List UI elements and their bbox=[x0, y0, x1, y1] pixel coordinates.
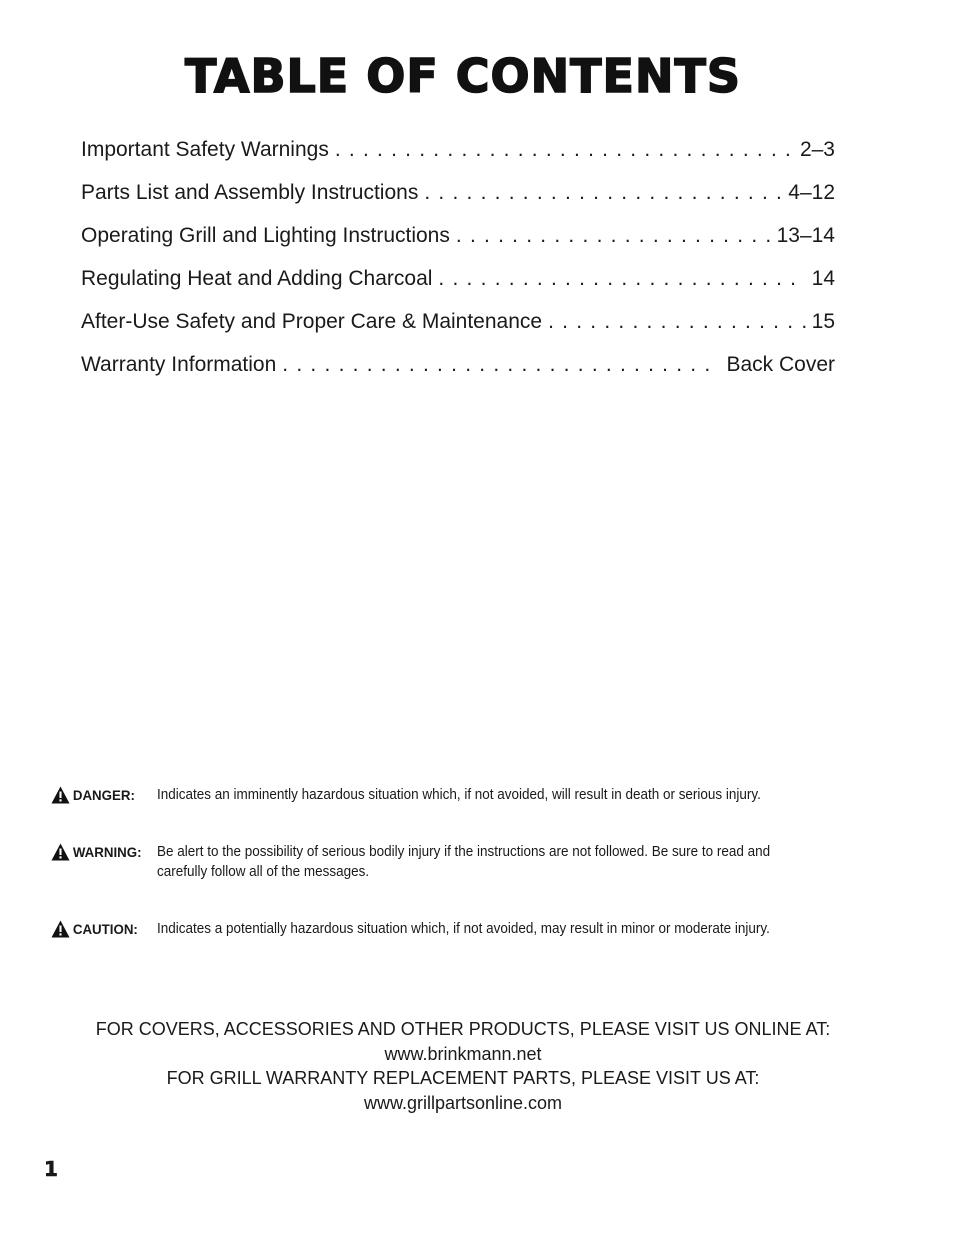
warning-triangle-icon bbox=[51, 843, 70, 861]
toc-entry-page: 14 bbox=[811, 267, 835, 290]
notice-text: Indicates an imminently hazardous situation which, if not avoided, will result in death or serious injury. bbox=[157, 787, 761, 803]
toc-entry-warranty bbox=[81, 346, 835, 389]
warning-notice bbox=[51, 842, 851, 882]
notice-text: Be alert to the possibility of serious bodily injury if the instructions are not followed. Be sure to read and carefully follow all of the messages. bbox=[157, 844, 771, 880]
toc-leader-dots bbox=[424, 174, 782, 211]
toc-entry-regulating-heat bbox=[81, 260, 835, 303]
toc-leader-dots bbox=[456, 217, 771, 254]
toc-entry-label: Parts List and Assembly Instructions bbox=[81, 181, 419, 204]
toc-entry-page: 4–12 bbox=[788, 181, 835, 204]
toc-entry-label: After-Use Safety and Proper Care & Maintenance bbox=[81, 310, 543, 333]
toc-entry-label: Operating Grill and Lighting Instructions bbox=[81, 224, 450, 247]
warning-triangle-icon bbox=[51, 920, 70, 938]
toc-leader-dots bbox=[548, 303, 806, 340]
notice-label: CAUTION: bbox=[72, 921, 138, 937]
toc-entry-after-use-safety bbox=[81, 303, 835, 346]
footer bbox=[0, 1017, 926, 1115]
page-title: TABLE OF CONTENTS bbox=[185, 49, 741, 103]
notice-text: Indicates a potentially hazardous situation which, if not avoided, may result in minor or moderate injury. bbox=[157, 921, 770, 937]
toc-entry-page: 2–3 bbox=[799, 138, 835, 161]
toc-entry-page: 15 bbox=[811, 310, 835, 333]
toc-entry-label: Important Safety Warnings bbox=[81, 138, 329, 161]
footer-text-warranty-parts: FOR GRILL WARRANTY REPLACEMENT PARTS, PLEASE VISIT US AT: bbox=[166, 1068, 760, 1088]
notice-label: DANGER: bbox=[72, 787, 135, 803]
toc-entry-parts-list bbox=[81, 174, 835, 217]
footer-link-brinkmann[interactable]: www.brinkmann.net bbox=[384, 1043, 542, 1064]
toc-entry-operating-grill bbox=[81, 217, 835, 260]
warning-triangle-icon bbox=[51, 786, 70, 804]
toc-leader-dots bbox=[335, 131, 794, 168]
toc-leader-dots bbox=[282, 346, 720, 383]
toc-leader-dots bbox=[438, 260, 805, 297]
toc-entry-label: Regulating Heat and Adding Charcoal bbox=[81, 267, 433, 290]
page-number: 1 bbox=[44, 1157, 58, 1181]
footer-link-grillparts[interactable]: www.grillpartsonline.com bbox=[363, 1092, 563, 1113]
notice-heading bbox=[51, 919, 152, 939]
toc-entry-safety-warnings bbox=[81, 131, 835, 174]
footer-text-accessories: FOR COVERS, ACCESSORIES AND OTHER PRODUCTS, PLEASE VISIT US ONLINE AT: bbox=[95, 1019, 831, 1039]
danger-notice bbox=[51, 785, 851, 805]
notice-heading bbox=[51, 842, 152, 882]
notice-label: WARNING: bbox=[72, 844, 142, 860]
toc-entry-page: Back Cover bbox=[726, 353, 835, 376]
toc-entry-label: Warranty Information bbox=[81, 353, 277, 376]
table-of-contents bbox=[81, 131, 835, 389]
notice-heading bbox=[51, 785, 152, 805]
caution-notice bbox=[51, 919, 851, 939]
toc-entry-page: 13–14 bbox=[776, 224, 835, 247]
